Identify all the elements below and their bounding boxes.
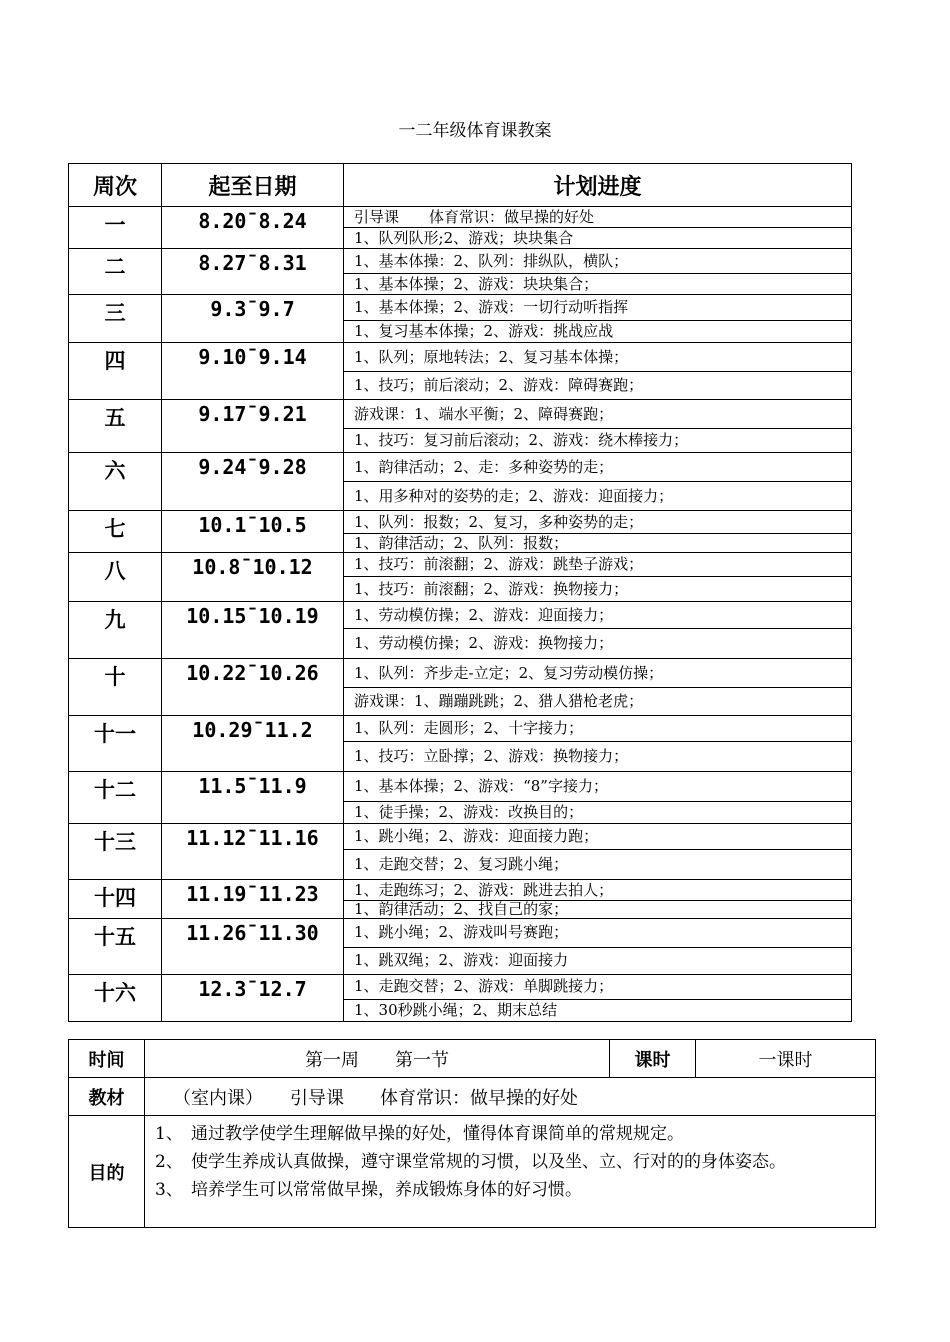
week-number: 七 [69, 511, 162, 553]
week-number: 一 [69, 207, 162, 249]
date-range: 9.17¯9.21 [162, 400, 344, 453]
plan-line: 1、用多种对的姿势的走；2、游戏：迎面接力； [344, 482, 852, 511]
plan-line: 游戏课：1、端水平衡；2、障碍赛跑； [344, 400, 852, 429]
date-range: 10.8¯10.12 [162, 553, 344, 602]
date-range: 11.12¯11.16 [162, 824, 344, 880]
period-label: 课时 [610, 1040, 696, 1078]
date-range: 12.3¯12.7 [162, 974, 344, 1021]
week-row [69, 824, 852, 850]
plan-line: 1、基本体操；2、游戏：“8”字接力； [344, 772, 852, 802]
goal-number: 1、 [155, 1124, 183, 1144]
week-row [69, 772, 852, 802]
material-value: （室内课） 引导课 体育常识：做早操的好处 [145, 1078, 876, 1116]
date-range: 10.22¯10.26 [162, 659, 344, 716]
plan-line: 1、走跑练习；2、游戏：跳进去拍人； [344, 880, 852, 901]
plan-line: 1、韵律活动；2、走：多种姿势的走； [344, 453, 852, 482]
plan-line: 1、韵律活动；2、队列：报数； [344, 534, 852, 553]
plan-line: 1、劳动模仿操；2、游戏：换物接力； [344, 629, 852, 659]
plan-line: 1、技巧：复习前后滚动；2、游戏：绕木棒接力； [344, 429, 852, 453]
plan-line: 1、队列：报数；2、复习，多种姿势的走； [344, 511, 852, 534]
schedule-header-row [69, 164, 852, 207]
goal-item [155, 1120, 867, 1148]
plan-line: 1、跳小绳；2、游戏：迎面接力跑； [344, 824, 852, 850]
week-number: 六 [69, 453, 162, 511]
plan-line: 1、技巧：前滚翻；2、游戏：跳垫子游戏； [344, 553, 852, 577]
week-row [69, 880, 852, 901]
document-title: 一二年级体育课教案 [398, 121, 552, 141]
lesson-time-row [69, 1040, 876, 1078]
material-label: 教材 [69, 1078, 145, 1116]
week-number: 十三 [69, 824, 162, 880]
date-range: 10.1¯10.5 [162, 511, 344, 553]
week-row [69, 207, 852, 228]
week-row [69, 918, 852, 947]
plan-line: 引导课 体育常识：做早操的好处 [344, 207, 852, 228]
plan-header: 计划进度 [344, 164, 852, 207]
plan-line: 1、劳动模仿操；2、游戏：迎面接力； [344, 602, 852, 629]
week-row [69, 553, 852, 577]
goal-number: 3、 [155, 1180, 183, 1200]
plan-line: 1、技巧；前后滚动；2、游戏：障碍赛跑； [344, 372, 852, 400]
plan-line: 1、队列：齐步走-立定；2、复习劳动模仿操； [344, 659, 852, 688]
plan-line: 1、队列：走圆形；2、十字接力； [344, 716, 852, 742]
date-range: 9.24¯9.28 [162, 453, 344, 511]
goal-item [155, 1176, 867, 1204]
plan-line: 1、基本体操；2、游戏：一切行动听指挥 [344, 295, 852, 321]
week-number: 五 [69, 400, 162, 453]
date-range: 11.26¯11.30 [162, 918, 344, 974]
plan-line: 1、基本体操；2、游戏：块块集合； [344, 274, 852, 295]
week-number: 十 [69, 659, 162, 716]
goal-text: 培养学生可以常常做早操，养成锻炼身体的好习惯。 [191, 1180, 582, 1200]
plan-line: 1、跳小绳；2、游戏叫号赛跑； [344, 918, 852, 947]
goal-text: 使学生养成认真做操，遵守课堂常规的习惯，以及坐、立、行对的的身体姿态。 [191, 1152, 786, 1172]
schedule-table [68, 163, 852, 1022]
week-row [69, 249, 852, 274]
plan-line: 1、跳双绳；2、游戏：迎面接力 [344, 947, 852, 974]
week-number: 十一 [69, 716, 162, 772]
week-number: 十六 [69, 974, 162, 1021]
plan-line: 1、徒手操；2、游戏：改换目的； [344, 802, 852, 824]
plan-line: 1、30秒跳小绳；2、期末总结 [344, 999, 852, 1021]
lesson-material-row [69, 1078, 876, 1116]
week-row [69, 659, 852, 688]
week-header: 周次 [69, 164, 162, 207]
week-row [69, 343, 852, 372]
week-row [69, 716, 852, 742]
week-row [69, 602, 852, 629]
plan-line: 1、技巧：前滚翻；2、游戏：换物接力； [344, 577, 852, 602]
week-number: 三 [69, 295, 162, 343]
goal-item [155, 1148, 867, 1176]
week-row [69, 400, 852, 429]
plan-line: 游戏课：1、蹦蹦跳跳；2、猎人猎枪老虎； [344, 688, 852, 716]
week-row [69, 295, 852, 321]
goal-label: 目的 [69, 1116, 145, 1228]
goal-text: 通过教学使学生理解做早操的好处，懂得体育课简单的常规规定。 [191, 1124, 684, 1144]
week-row [69, 453, 852, 482]
week-number: 八 [69, 553, 162, 602]
plan-line: 1、韵律活动；2、找自己的家； [344, 901, 852, 919]
plan-line: 1、基本体操：2、队列：排纵队，横队； [344, 249, 852, 274]
dates-header: 起至日期 [162, 164, 344, 207]
lesson-info-table [68, 1039, 876, 1228]
period-value: 一课时 [696, 1040, 876, 1078]
week-row [69, 974, 852, 999]
goal-list [145, 1116, 876, 1228]
date-range: 11.5¯11.9 [162, 772, 344, 824]
week-number: 十五 [69, 918, 162, 974]
time-label: 时间 [69, 1040, 145, 1078]
schedule-body [69, 207, 852, 1022]
plan-line: 1、技巧：立卧撑；2、游戏：换物接力； [344, 742, 852, 772]
week-number: 十四 [69, 880, 162, 919]
week-number: 四 [69, 343, 162, 400]
date-range: 8.27¯8.31 [162, 249, 344, 295]
lesson-goal-row [69, 1116, 876, 1228]
date-range: 9.3¯9.7 [162, 295, 344, 343]
week-number: 二 [69, 249, 162, 295]
goal-number: 2、 [155, 1152, 183, 1172]
date-range: 11.19¯11.23 [162, 880, 344, 919]
week-row [69, 511, 852, 534]
plan-line: 1、队列队形;2、游戏；块块集合 [344, 228, 852, 249]
date-range: 9.10¯9.14 [162, 343, 344, 400]
plan-line: 1、复习基本体操；2、游戏：挑战应战 [344, 321, 852, 343]
date-range: 10.29¯11.2 [162, 716, 344, 772]
plan-line: 1、走跑交替；2、游戏：单脚跳接力； [344, 974, 852, 999]
time-value: 第一周 第一节 [145, 1040, 610, 1078]
plan-line: 1、队列；原地转法；2、复习基本体操； [344, 343, 852, 372]
week-number: 九 [69, 602, 162, 659]
date-range: 8.20¯8.24 [162, 207, 344, 249]
plan-line: 1、走跑交替；2、复习跳小绳； [344, 850, 852, 880]
date-range: 10.15¯10.19 [162, 602, 344, 659]
week-number: 十二 [69, 772, 162, 824]
